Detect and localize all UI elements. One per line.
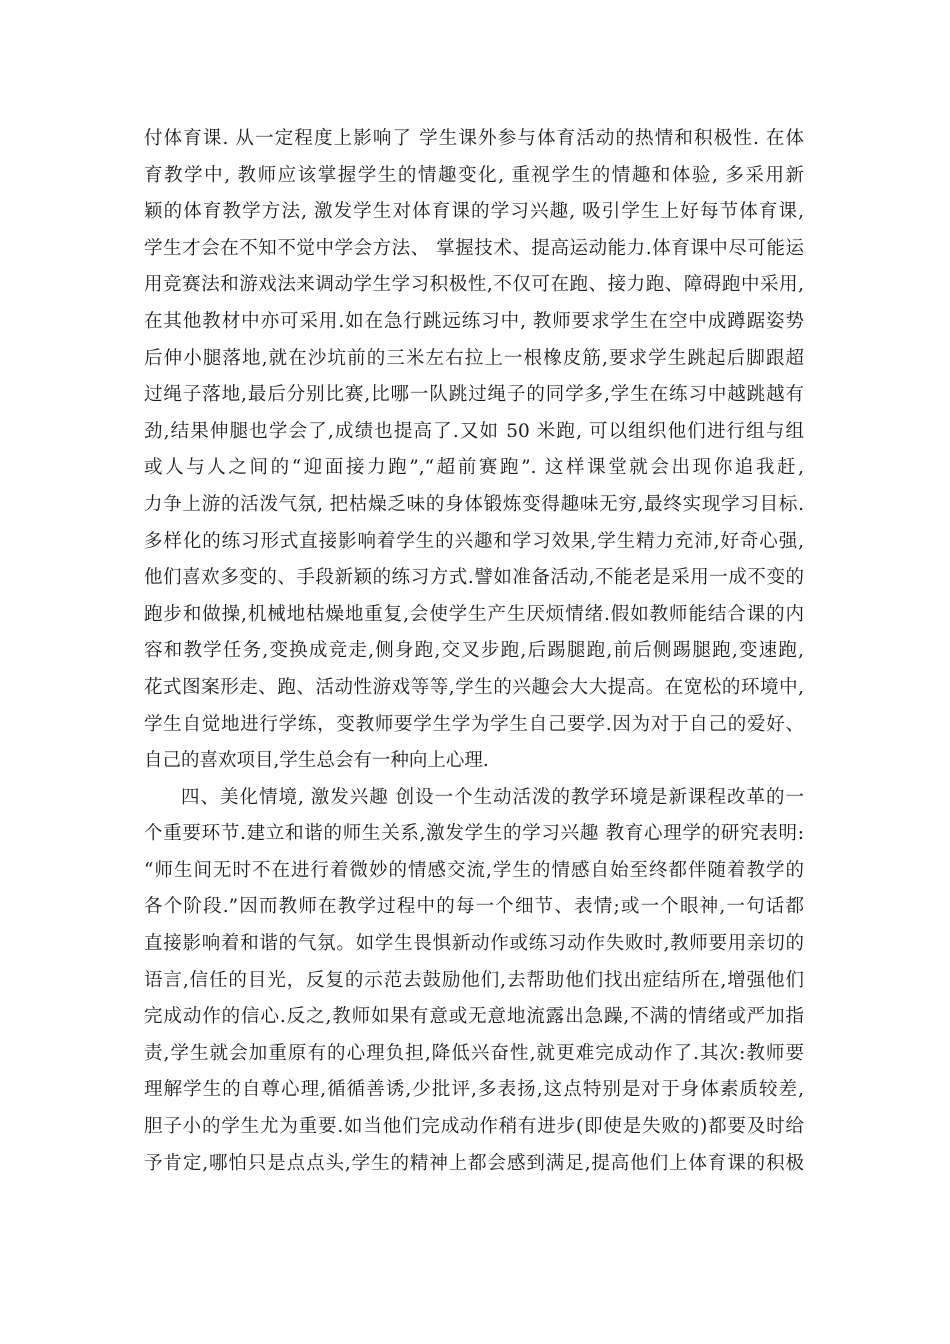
- text-line: 付体育课. 从一定程度上影响了 学生课外参与体育活动的热情和积极性. 在体: [144, 128, 804, 149]
- text-line: 各个阶段.”因而教师在教学过程中的每一个细节、表情;或一个眼神,一句话都: [144, 896, 804, 918]
- paragraph-end-line: 自己的喜欢项目,学生总会有一种向上心理.: [144, 750, 489, 772]
- section-heading-line: 四、美化情境, 激发兴趣 创设一个生动活泼的教学环境是新课程改革的一: [181, 786, 804, 808]
- text-line: 胆子小的学生尤为重要.如当他们完成动作稍有进步(即使是失败的)都要及时给: [144, 1116, 804, 1138]
- text-line: 过绳子落地,最后分别比赛,比哪一队跳过绳子的同学多,学生在练习中越跳越有: [144, 384, 804, 406]
- text-line: 力争上游的活泼气氛, 把枯燥乏味的身体锻炼变得趣味无穷,最终实现学习目标.: [144, 493, 804, 515]
- text-line: 完成动作的信心.反之,教师如果有意或无意地流露出急躁,不满的情绪或严加指: [144, 1006, 804, 1028]
- text-line: 多样化的练习形式直接影响着学生的兴趣和学习效果,学生精力充沛,好奇心强,: [144, 530, 804, 552]
- text-line: 用竞赛法和游戏法来调动学生学习积极性,不仅可在跑、接力跑、障碍跑中采用,: [144, 274, 804, 296]
- text-line: 跑步和做操,机械地枯燥地重复,会使学生产生厌烦情绪.假如教师能结合课的内: [144, 603, 804, 625]
- text-line: 语言,信任的目光，反复的示范去鼓励他们,去帮助他们找出症结所在,增强他们: [144, 969, 804, 991]
- text-line: “师生间无时不在进行着微妙的情感交流,学生的情感自始至终都伴随着教学的: [144, 859, 804, 881]
- text-line: 予肯定,哪怕只是点点头,学生的精神上都会感到满足,提高他们上体育课的积极: [144, 1152, 804, 1174]
- text-line: 直接影响着和谐的气氛。如学生畏惧新动作或练习动作失败时,教师要用亲切的: [144, 933, 804, 955]
- text-line: 或人与人之间的“迎面接力跑”,“超前赛跑”. 这样课堂就会出现你追我赶,: [144, 457, 804, 479]
- text-line: 颖的体育教学方法, 激发学生对体育课的学习兴趣, 吸引学生上好每节体育课,: [144, 201, 804, 223]
- text-line: 劲,结果伸腿也学会了,成绩也提高了.又如 50 米跑, 可以组织他们进行组与组: [144, 420, 804, 442]
- text-line: 理解学生的自尊心理,循循善诱,少批评,多表扬,这点特别是对于身体素质较差,: [144, 1079, 804, 1101]
- text-line: 他们喜欢多变的、手段新颖的练习方式.譬如准备活动,不能老是采用一成不变的: [144, 567, 804, 589]
- text-line: 在其他教材中亦可采用.如在急行跳远练习中, 教师要求学生在空中成蹲踞姿势: [144, 310, 804, 332]
- text-line: 容和教学任务,变换成竞走,侧身跑,交叉步跑,后踢腿跑,前后侧踢腿跑,变速跑,: [144, 640, 804, 662]
- body-text: [144, 121, 804, 1182]
- text-line: 个重要环节.建立和谐的师生关系,激发学生的学习兴趣 教育心理学的研究表明:: [144, 823, 804, 845]
- text-line: 花式图案形走、跑、活动性游戏等等,学生的兴趣会大大提高。在宽松的环境中,: [144, 676, 804, 698]
- text-line: 育教学中, 教师应该掌握学生的情趣变化, 重视学生的情趣和体验, 多采用新: [144, 164, 804, 186]
- text-line: 责,学生就会加重原有的心理负担,降低兴奋性,就更难完成动作了.其次:教师要: [144, 1042, 804, 1064]
- text-line: 后伸小腿落地,就在沙坑前的三米左右拉上一根橡皮筋,要求学生跳起后脚跟超: [144, 347, 804, 369]
- text-line: 学生自觉地进行学练，变教师要学生学为学生自己要学.因为对于自己的爱好、: [144, 713, 804, 735]
- text-line: 学生才会在不知不觉中学会方法、 掌握技术、提高运动能力.体育课中尽可能运: [144, 237, 804, 259]
